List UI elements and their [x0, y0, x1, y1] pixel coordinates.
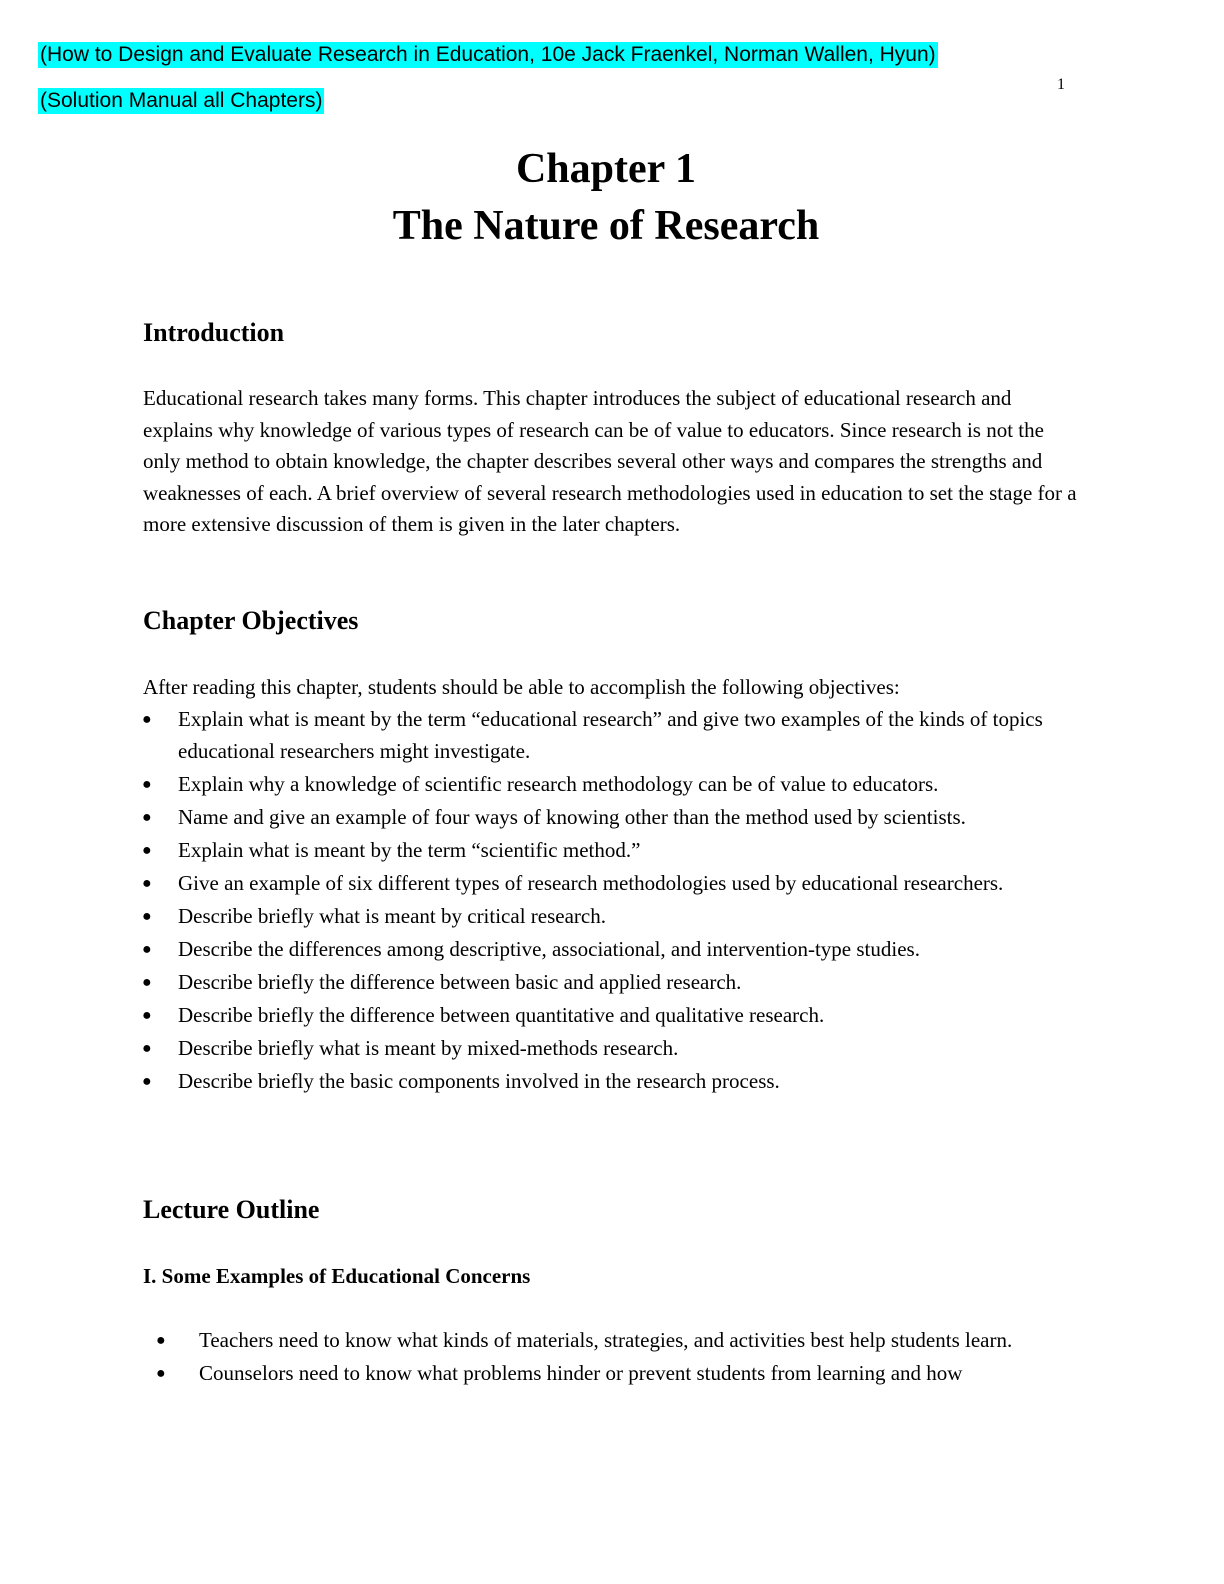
objective-item: [142, 835, 1078, 867]
objective-text: Describe briefly what is meant by mixed-methods research.: [178, 1035, 679, 1060]
bullet-icon: ●: [142, 940, 152, 958]
bullet-icon: ●: [142, 775, 152, 793]
bullet-icon: ●: [142, 874, 152, 892]
objective-text: Explain what is meant by the term “scientific method.”: [178, 837, 641, 862]
concern-item: [156, 1358, 1079, 1390]
objective-text: Give an example of six different types of research methodologies used by educational researchers.: [178, 870, 1004, 895]
chapter-number: Chapter 1: [515, 146, 697, 192]
bullet-icon: ●: [142, 841, 152, 859]
title-banner-line-2: (Solution Manual all Chapters): [40, 89, 323, 112]
objective-item: [142, 769, 1078, 801]
objective-item: [142, 1033, 1078, 1065]
objective-item: [142, 1066, 1078, 1098]
objective-item: [142, 1000, 1078, 1032]
bullet-icon: ●: [156, 1332, 166, 1349]
objective-text: Explain why a knowledge of scientific research methodology can be of value to educators.: [178, 771, 939, 796]
bullet-icon: ●: [142, 711, 152, 728]
concern-text: Teachers need to know what kinds of materials, strategies, and activities best help students learn.: [199, 1328, 1013, 1352]
introduction-paragraph: Educational research takes many forms. This chapter introduces the subject of educational research and explains why knowledge of various types of research can be of value to educators. Since research is not the only method to obtain knowledge, the chapter describes several other ways and compares the strengths and weaknesses of each. A brief overview of several research methodologies used in education to set the stage for a more extensive discussion of them is given in the later chapters.: [143, 386, 1077, 536]
bullet-icon: ●: [142, 1006, 152, 1024]
objective-text: Describe the differences among descriptive, associational, and intervention-type studies.: [178, 936, 920, 961]
introduction-heading: Introduction: [143, 318, 285, 347]
objective-text: Describe briefly the difference between basic and applied research.: [178, 969, 742, 994]
page-number: 1: [1057, 76, 1065, 93]
concern-item: [156, 1325, 1079, 1357]
bullet-icon: ●: [156, 1365, 166, 1382]
bullet-icon: ●: [142, 907, 152, 925]
objective-item: [142, 934, 1078, 966]
objective-item: [142, 901, 1078, 933]
objectives-lead-text: After reading this chapter, students should be able to accomplish the following objectives:: [143, 675, 900, 699]
objectives-heading: Chapter Objectives: [143, 606, 359, 635]
objective-item: [142, 704, 1078, 767]
concerns-list: [156, 1325, 1079, 1391]
bullet-icon: ●: [142, 973, 152, 991]
objective-text: Name and give an example of four ways of knowing other than the method used by scientists.: [178, 804, 966, 829]
bullet-icon: ●: [142, 1039, 152, 1057]
objectives-list: [142, 704, 1078, 1099]
objective-item: [142, 868, 1078, 900]
objective-text: Describe briefly the difference between quantitative and qualitative research.: [178, 1002, 825, 1027]
title-banner-line-1: (How to Design and Evaluate Research in Education, 10e Jack Fraenkel, Norman Wallen, Hyun): [40, 43, 936, 66]
objective-text: Describe briefly the basic components involved in the research process.: [178, 1068, 780, 1093]
bullet-icon: ●: [142, 1072, 152, 1090]
section-1-heading: I. Some Examples of Educational Concerns: [143, 1264, 531, 1288]
objective-text: Explain what is meant by the term “educational research” and give two examples of the kinds of topics educational researchers might investigate.: [178, 707, 1043, 763]
lecture-outline-heading: Lecture Outline: [143, 1195, 320, 1224]
objective-item: [142, 802, 1078, 834]
chapter-title: The Nature of Research: [392, 203, 820, 249]
objective-text: Describe briefly what is meant by critical research.: [178, 903, 606, 928]
objective-item: [142, 967, 1078, 999]
concern-text: Counselors need to know what problems hinder or prevent students from learning and how: [199, 1361, 963, 1385]
bullet-icon: ●: [142, 808, 152, 826]
